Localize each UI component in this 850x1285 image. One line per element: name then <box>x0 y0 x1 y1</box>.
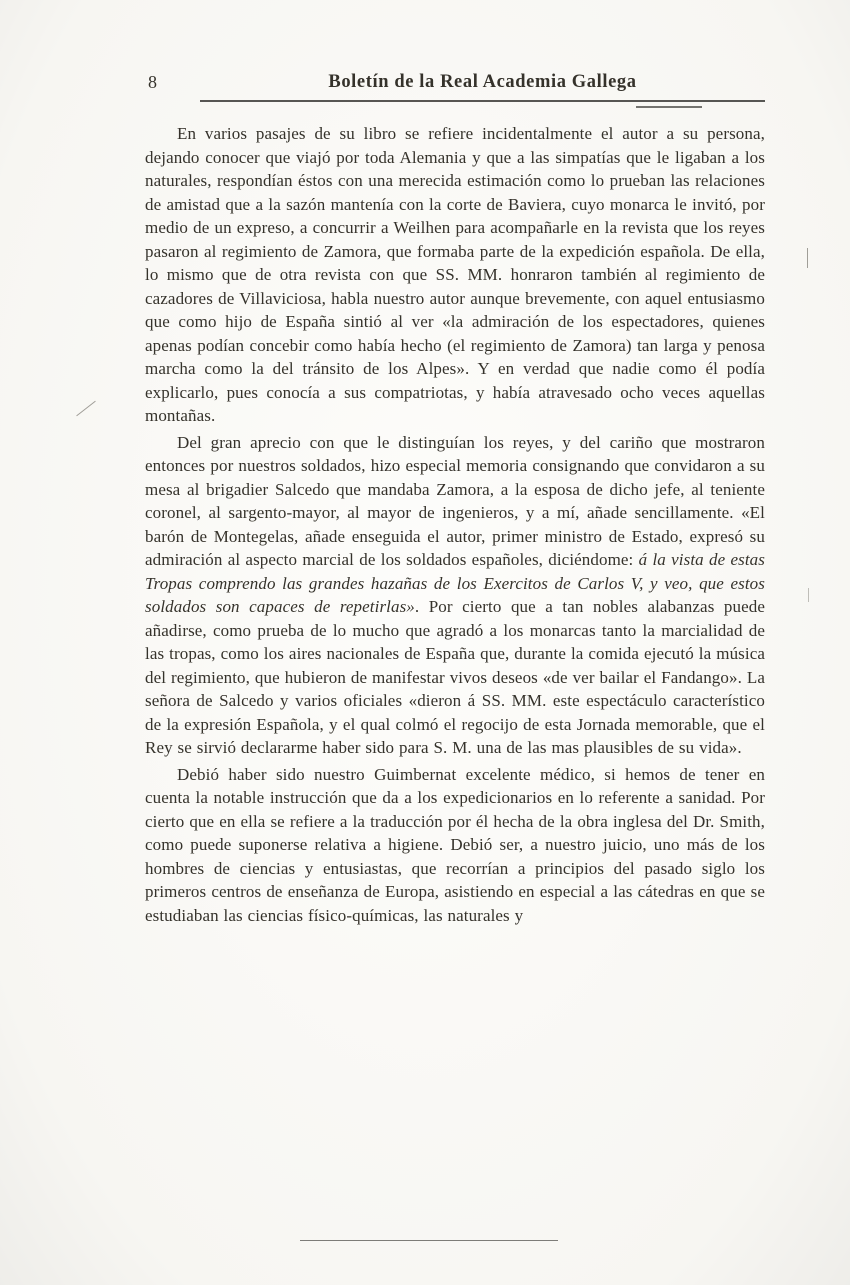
scan-artifact-margin-slash <box>76 401 96 417</box>
paragraph-segment: En varios pasajes de su libro se refiere incidentalmente el autor a su persona, dejando conocer que viajó por toda Alemania y que a las simpatías que le ligaban a los naturales, respondían éstos con una merecida estimación como lo prueban las relaciones de amistad que a la sazón mantenía con la corte de Baviera, cuyo monarca le invitó, por medio de un expreso, a concurrir a Weilhen para acompañarle en la revista que los reyes pasaron al regimiento de Zamora, que formaba parte de la expedición española. De ella, lo mismo que de otra revista con que SS. MM. honraron también al regimiento de cazadores de Villaviciosa, habla nuestro autor aunque brevemente, con aquel entusiasmo que como hijo de España sintió al ver «la admiración de los espectadores, quienes apenas podían concebir como había hecho (el regimiento de Zamora) tan larga y penosa marcha como la del tránsito de los Alpes». Y en verdad que nadie como él podía explicarlo, pues conocía a sus compatriotas, y había atravesado ocho veces aquellas montañas. <box>145 124 765 425</box>
paragraph-segment: Del gran aprecio con que le distinguían los reyes, y del cariño que mostraron entonces por nuestros soldados, hizo especial memoria consignando que convidaron a su mesa al brigadier Salcedo que mandaba Zamora, a la esposa de dicho jefe, al teniente coronel, al sargento-mayor, al mayor de ingenieros, y a mí, añade sencillamente. «El barón de Montegelas, añade enseguida el autor, primer ministro de Estado, expresó su admiración al aspecto marcial de los soldados españoles, diciéndome: <box>145 432 765 569</box>
header-rule <box>200 100 765 102</box>
scan-artifact-edge-tick <box>808 588 809 602</box>
paragraph-segment-italic: á la vista de estas Tropas comprendo las grandes hazañas de los Exercitos de Carlos V, y veo, que estos soldados son capaces de repetirlas» <box>145 550 765 616</box>
scan-artifact-edge-tick <box>807 248 808 268</box>
paragraph <box>145 122 765 428</box>
bottom-rule <box>300 1240 558 1241</box>
paragraph-segment: Debió haber sido nuestro Guimbernat excelente médico, si hemos de tener en cuenta la notable instrucción que da a los expedicionarios en lo referente a sanidad. Por cierto que en ella se refiere a la traducción por él hecha de la obra inglesa del Dr. Smith, como puede suponerse relativa a higiene. Debió ser, a nuestro juicio, uno más de los hombres de ciencias y entusiastas, que recorrían a principios del pasado siglo los primeros centros de enseñanza de Europa, asistiendo en especial a las cátedras en que se estudiaban las ciencias físico-químicas, las naturales y <box>145 764 765 925</box>
header-rule-short <box>636 106 702 108</box>
text-block <box>145 122 765 930</box>
page-number: 8 <box>148 72 157 92</box>
page-header <box>145 72 765 98</box>
paragraph-segment: . Por cierto que a tan nobles alabanzas puede añadirse, como prueba de lo mucho que agradó a los monarcas tanto la marcialidad de las tropas, como los aires nacionales de España que, durante la comida ejecutó la música del regimiento, que hubieron de manifestar vivos deseos «de ver bailar el Fandango». La señora de Salcedo y varios oficiales «dieron á SS. MM. este espectáculo característico de la expresión Española, y el qual colmó el regocijo de esta Jornada memorable, que el Rey se sirvió declararme haber sido para S. M. una de las mas plausibles de su vida». <box>145 597 765 757</box>
paragraph <box>145 431 765 760</box>
paragraph <box>145 763 765 928</box>
running-title: Boletín de la Real Academia Gallega <box>328 72 637 92</box>
